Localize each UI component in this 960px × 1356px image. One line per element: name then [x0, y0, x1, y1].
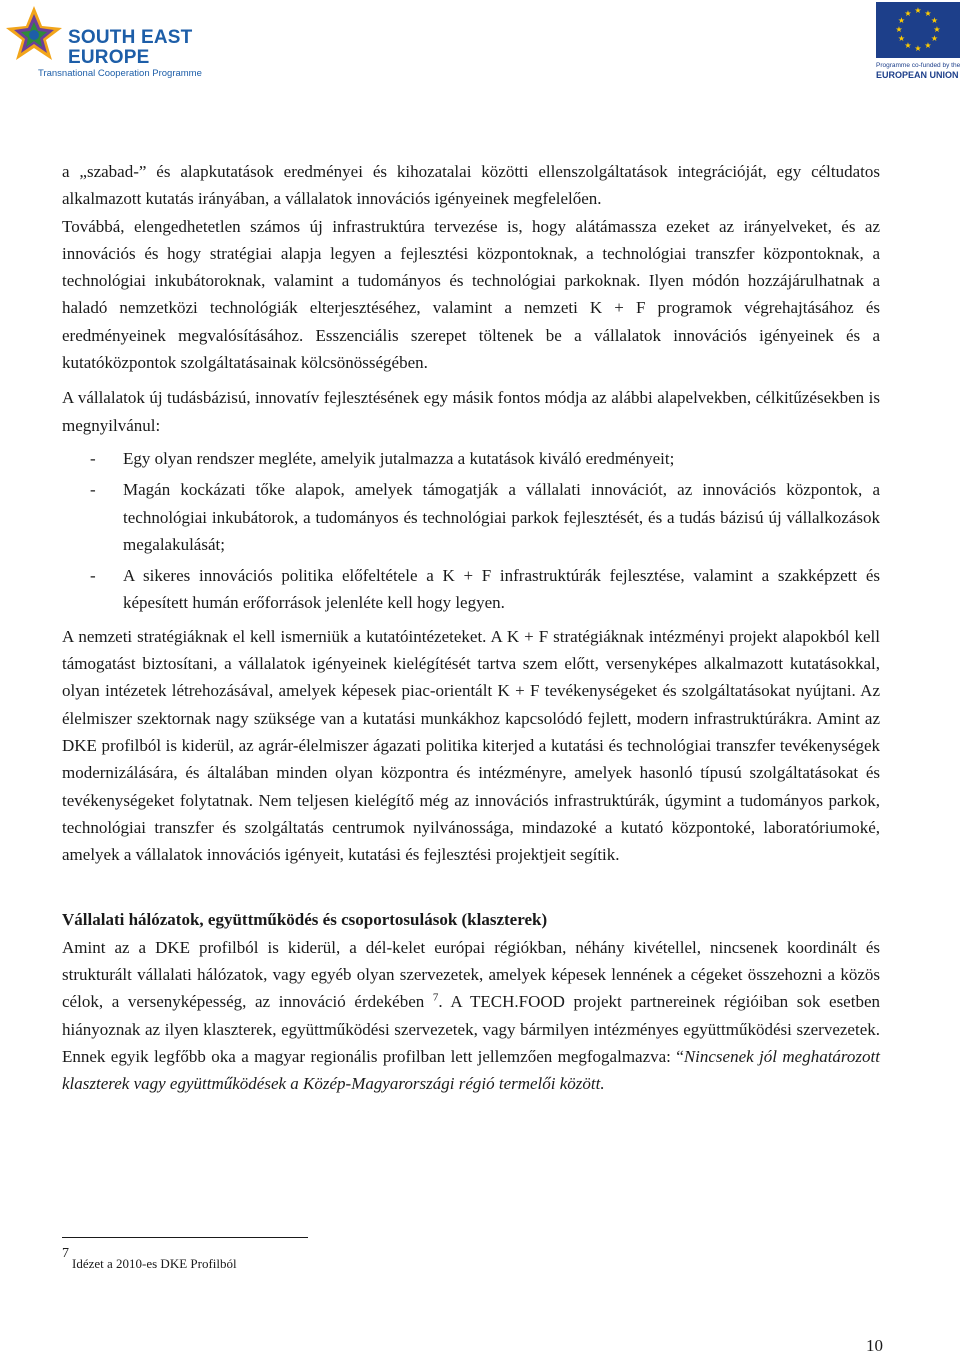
svg-text:★: ★: [914, 44, 922, 53]
svg-text:★: ★: [897, 16, 906, 25]
list-item: [62, 562, 880, 617]
paragraph-5-part-a: Amint az a DKE profilból is kiderül, a dél-kelet európai régiókban, néhány kivétellel, nincsenek koordinált és strukturált vállalati hálózatok, vagy egyéb olyan szervezetek, amelyek képesek lennének a cégeket összehozni a közös célok, a versenyképesség, az innováció érdekében: [62, 937, 880, 1012]
dash-marker: -: [90, 480, 96, 500]
paragraph-1: a „szabad-” és alapkutatások eredményei és kihozatalai közötti ellenszolgáltatások integrációját, egy céltudatos alkalmazott kutatás irányában, a vállalatok innovációs igényeinek megfelelően.: [62, 162, 880, 209]
svg-text:★: ★: [904, 9, 912, 18]
principles-list: [62, 445, 880, 617]
eu-logo: [872, 2, 960, 82]
list-item-text: A sikeres innovációs politika előfeltétele a K + F infrastruktúrák fejlesztése, valamint a szakképzett és képesített humán erőforrások jelenléte kell hogy legyen.: [123, 566, 880, 613]
eu-cofunded-note: Programme co-funded by the: [876, 62, 960, 69]
dash-marker: -: [90, 566, 96, 586]
svg-text:★: ★: [904, 41, 912, 50]
list-item: [62, 476, 880, 558]
svg-text:★: ★: [930, 16, 939, 25]
footnote-reference[interactable]: 7: [432, 991, 439, 1004]
list-item-text: Egy olyan rendszer megléte, amelyik jutalmazza a kutatások kiváló eredményeit;: [123, 448, 675, 468]
svg-text:★: ★: [924, 41, 932, 50]
footnote-text: Idézet a 2010-es DKE Profilból: [72, 1256, 237, 1271]
logo-line-2: EUROPE: [68, 47, 150, 68]
svg-text:★: ★: [897, 34, 906, 43]
svg-text:★: ★: [895, 25, 903, 34]
south-east-europe-logo: [2, 4, 202, 80]
svg-text:★: ★: [930, 34, 939, 43]
list-item-text: Magán kockázati tőke alapok, amelyek támogatják a vállalati innovációt, az innovációs központok, a technológiai inkubátorok, a tudományos és technológiai parkok fejlesztését, és a tudás bázisú új vállalkozások megalakulását;: [123, 480, 880, 554]
paragraph-5-quote: Nincsenek jól meghatározott klaszterek vagy együttműködések a Közép-Magyarországi régió termelői között.: [62, 1046, 880, 1094]
paragraph-4: A nemzeti stratégiáknak el kell ismerniük a kutatóintézeteket. A K + F stratégiáknak intézményi projekt alapokból kell támogatást biztosítani, a vállalatok igényeinek kielégítését tartva szem előtt, versenyképes alkalmazott kutatásokkal, olyan intézetek létrehozásával, amelyek képesek piac-orientált K + F tevékenységeket és szolgáltatásokat nyújtani. Az élelmiszer szektornak nagy szüksége van a kutatási munkákhoz kapcsolódó fejlett, modern infrastruktúrákra. Amint az DKE profilból is kiderül, az agrár-élelmiszer ágazati politika kiterjed a kutatási és technológiai transzfer tevékenységek modernizálására, és általában minden olyan központra és intézményre, amelyek hasonló típusú szolgáltatásokat és tevékenységeket folytatnak. Nem teljesen kielégítő még az innovációs infrastruktúrák, úgymint a tudományos parkok, technológiai transzfer és szolgáltatás centrumok nyilvánossága, mindazoké a kutató központoké, laboratóriumoké, amelyek a vállalatok innovációs igényeit, kutatási és fejlesztési projektjeit segítik.: [62, 626, 880, 865]
footnote-number: 7: [62, 1246, 69, 1261]
eu-name: EUROPEAN UNION: [876, 70, 959, 80]
footnote-divider: [62, 1237, 308, 1238]
logo-line-1: SOUTH EAST: [68, 27, 193, 48]
logo-title: [68, 28, 192, 68]
logo-subtitle: Transnational Cooperation Programme: [38, 68, 202, 79]
paragraph-5-part-b: . A TECH.FOOD projekt partnereinek régióiban sok esetben hiányoznak az ilyen klaszterek, együttműködési szervezetek, vagy bármilyen intézményes együttműködési szervezetek. Ennek egyik legfőbb oka a magyar regionális profilban lett jellemzően megfogalmazva: “: [62, 992, 880, 1066]
eu-flag-icon: [876, 2, 960, 58]
paragraph-2: Továbbá, elengedhetetlen számos új infrastruktúra tervezése is, hogy alátámassza ezeket az irányelveket, és az innovációs és hogy stratégiai alapja legyen a fejlesztési központoknak, a technológiai transzfer központoknak, a technológiai inkubátoroknak, valamint a tudományos és technológiai parkoknak. Ilyen módón hozzájárulhatnak a haladó nemzetközi technológiák elterjesztéséhez, valamint a nemzeti K + F programok végrehajtásához és eredményeinek megvalósításához. Esszenciális szerepet töltenek be a vállalatok innovációs igényeinek és a kutatóközpontok szolgáltatásainak kölcsönösségében.: [62, 216, 880, 373]
page-number: 10: [866, 1336, 883, 1355]
svg-text:★: ★: [924, 9, 932, 18]
paragraph-5: [62, 934, 880, 1098]
svg-text:★: ★: [914, 6, 922, 15]
section-heading: Vállalati hálózatok, együttműködés és csoportosulások (klaszterek): [62, 910, 548, 930]
paragraph-3: A vállalatok új tudásbázisú, innovatív fejlesztésének egy másik fontos módja az alábbi alapelvekben, célkitűzésekben is megnyilvánul:: [62, 388, 880, 435]
dash-marker: -: [90, 448, 96, 468]
main-text: [62, 158, 880, 1098]
list-item: [62, 445, 880, 472]
star-emblem-icon: [2, 4, 66, 64]
svg-text:★: ★: [933, 25, 941, 34]
